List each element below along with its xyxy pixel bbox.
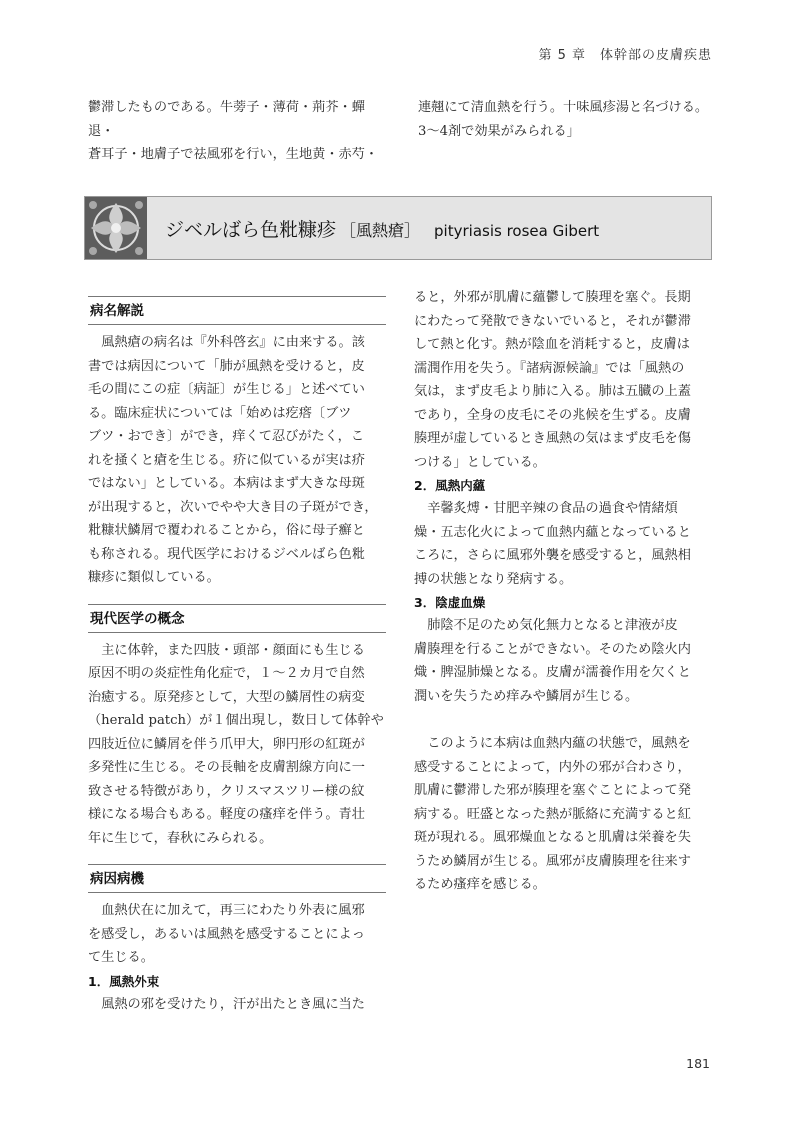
continued-text-left <box>88 96 388 167</box>
continued-text-right <box>418 96 718 143</box>
text-line: このように本病は血熱内蘊の状態で，風熱を <box>427 736 691 751</box>
text-line: 風熱瘡の病名は『外科啓玄』に由来する。該 <box>101 335 365 350</box>
text-line: 風熱の邪を受けたり，汗が出たとき風に当た <box>101 996 365 1012</box>
text-line: であり，全身の皮毛にその兆候を生ずる。皮膚 <box>414 407 691 423</box>
paragraph <box>414 614 716 708</box>
text-line: （herald patch）が１個出現し，数日して体幹や <box>88 713 384 728</box>
text-line: 感受することによって，内外の邪が合わさり， <box>414 759 691 775</box>
text-line: 原因不明の炎症性角化症で，１～２カ月で自然 <box>88 666 365 681</box>
text-line: 蒼耳子・地膚子で祛風邪を行い，生地黄・赤芍・ <box>88 147 379 162</box>
text-line: 肺陰不足のため気化無力となると津液が皮 <box>427 618 678 633</box>
text-line: 病する。旺盛となった熱が脈絡に充満すると紅 <box>414 806 691 822</box>
text-line: 四肢近位に鱗屑を伴う爪甲大，卵円形の紅斑が <box>88 736 365 752</box>
text-line: 主に体幹，また四肢・頭部・顔面にも生じる <box>101 642 365 658</box>
text-line: が出現すると，次いでやや大き目の子斑ができ， <box>88 499 378 515</box>
subheading-wind-heat-exterior: 1．風熱外束 <box>88 973 160 989</box>
text-line: 致させる特徴があり，クリスマスツリー様の紋 <box>88 783 365 799</box>
text-line: ると，外邪が肌膚に蘊鬱して腠理を塞ぐ。長期 <box>414 290 691 305</box>
running-header: 第 5 章 体幹部の皮膚疾患 <box>538 48 712 63</box>
text-line: 毛の間にこの症〔病証〕が生じる」と述べてい <box>88 382 365 397</box>
text-line: る。臨床症状については「始めは疙瘩〔ブツ <box>88 405 352 421</box>
paragraph <box>88 639 386 851</box>
text-line: ころに，さらに風邪外襲を感受すると，風熱相 <box>414 548 691 563</box>
section-heading-etiology: 病因病機 <box>88 864 386 893</box>
paragraph <box>88 899 386 970</box>
text-line: 糠疹に類似している。 <box>88 570 220 585</box>
text-line: 斑が現れる。風邪燥血となると肌膚は栄養を失 <box>414 830 691 845</box>
text-line: ブツ・おでき〕ができ，痒くて忍びがたく，こ <box>88 429 365 444</box>
text-line: つける」としている。 <box>414 454 546 470</box>
subheading-yin-deficiency: 3．陰虚血燥 <box>414 595 486 610</box>
text-line: 膚腠理を行ることができない。そのため陰火内 <box>414 641 691 657</box>
paragraph <box>414 732 716 897</box>
paragraph <box>88 331 386 590</box>
left-column <box>88 296 386 1016</box>
text-line: 搏の状態となり発病する。 <box>414 571 573 587</box>
text-line: 粃糠状鱗屑で覆われることから，俗に母子癬と <box>88 523 365 538</box>
disease-title <box>165 215 599 242</box>
text-line: を感受し，あるいは風熱を感受することによっ <box>88 926 365 942</box>
paragraph <box>88 993 386 1017</box>
text-line: れを掻くと瘡を生じる。疥に似ているが実は疥 <box>88 452 365 468</box>
text-line: 治癒する。原発疹として，大型の鱗屑性の病変 <box>88 689 365 705</box>
page-number: 181 <box>686 1056 710 1071</box>
text-line: 血熱伏在に加えて，再三にわたり外表に風邪 <box>101 903 365 918</box>
disease-name: ジベルばら色粃糠疹 <box>165 218 337 241</box>
section-heading-modern-concept: 現代医学の概念 <box>88 604 386 633</box>
text-line: して熱と化す。熱が陰血を消耗すると，皮膚は <box>414 337 690 352</box>
text-line: ではない」としている。本病はまず大きな母斑 <box>88 476 365 491</box>
text-line: にわたって発散できないでいると，それが鬱滞 <box>414 313 691 329</box>
text-line: 潤いを失うため痒みや鱗屑が生じる。 <box>414 688 639 704</box>
text-line: も称される。現代医学におけるジベルばら色粃 <box>88 546 365 562</box>
text-line: 年に生じて，春秋にみられる。 <box>88 830 273 846</box>
text-line: るため瘙痒を感じる。 <box>414 877 546 892</box>
subheading-wind-heat-interior: 2．風熱内蘊 <box>414 478 486 493</box>
text-line: 気は，まず皮毛より肺に入る。肺は五臓の上蓋 <box>414 384 691 399</box>
text-line: 燥・五志化火によって血熱内蘊となっていると <box>414 524 691 540</box>
paragraph <box>414 286 716 474</box>
disease-alias: ［風熱瘡］ <box>340 220 421 240</box>
text-line: 濡潤作用を失う。『諸病源候論』では「風熱の <box>414 360 685 376</box>
text-line: 様になる場合もある。軽度の瘙痒を伴う。青壮 <box>88 807 365 822</box>
paragraph <box>414 497 716 591</box>
text-line: 辛馨炙煿・甘肥辛辣の食品の過食や情緒煩 <box>427 501 678 516</box>
text-line: 鬱滞したものである。牛蒡子・薄荷・荊芥・蟬退・ <box>88 100 365 139</box>
disease-latin-name: pityriasis rosea Gibert <box>434 221 600 240</box>
disease-title-banner <box>84 196 712 260</box>
section-heading-name-explanation: 病名解説 <box>88 296 386 325</box>
text-line: 腠理が虚しているとき風熱の気はまず皮毛を傷 <box>414 431 691 446</box>
text-line: 肌膚に鬱滞した邪が腠理を塞ぐことによって発 <box>414 783 691 798</box>
text-line: 3～4剤で効果がみられる」 <box>418 123 580 139</box>
text-line: 熾・脾湿肺燥となる。皮膚が濡養作用を欠くと <box>414 665 691 680</box>
text-line: 書では病因について「肺が風熱を受けると，皮 <box>88 358 365 374</box>
text-line: て生じる。 <box>88 950 154 965</box>
ornament-icon <box>85 197 147 259</box>
text-line: 多発性に生じる。その長軸を皮膚割線方向に一 <box>88 760 365 775</box>
right-column <box>414 286 716 897</box>
text-line: 連翹にて清血熱を行う。十味風疹湯と名づける。 <box>418 100 709 115</box>
text-line: うため鱗屑が生じる。風邪が皮膚腠理を往来す <box>414 853 691 869</box>
